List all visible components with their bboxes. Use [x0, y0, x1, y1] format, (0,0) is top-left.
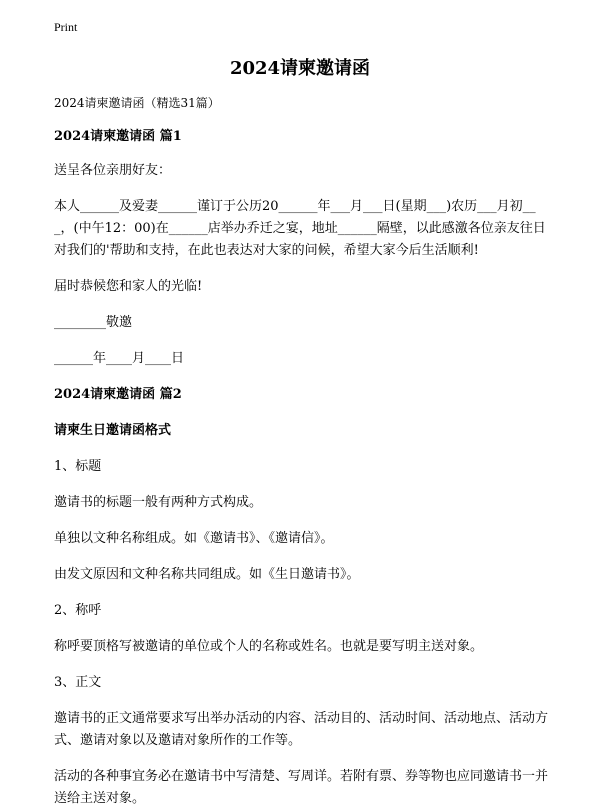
- item-2-heading: 2、称呼: [54, 603, 102, 618]
- item-3-details: 活动的各种事宜务必在邀请书中写清楚、写周详。若附有票、券等物也应同邀请书一并送给主送对象。: [54, 769, 549, 806]
- section-heading-1: 2024请柬邀请函 篇1: [54, 129, 182, 144]
- signature-line: ________敬邀: [54, 315, 133, 330]
- invitation-body: 本人______及爱妻______谨订于公历20______年___月___日(星期___)农历___月初___，(中午12：00)在______店举办乔迁之宴，地址______隔壁，以此感激各位亲友往日对我们的'帮助和支持，在此也表达对大家的问候，希望大家今后生活顺利!: [54, 199, 546, 258]
- item-3-heading: 3、正文: [54, 675, 102, 690]
- item-3-description: 邀请书的正文通常要求写出举办活动的内容、活动目的、活动时间、活动地点、活动方式、邀请对象以及邀请对象所作的工作等。: [54, 711, 549, 748]
- format-heading: 请柬生日邀请函格式: [54, 423, 172, 438]
- item-1-option-a: 单独以文种名称组成。如《邀请书》、《邀请信》。: [54, 531, 334, 546]
- greeting: 送呈各位亲朋好友：: [54, 163, 172, 178]
- item-1-option-b: 由发文原因和文种名称共同组成。如《生日邀请书》。: [54, 567, 360, 582]
- subtitle: 2024请柬邀请函（精选31篇）: [54, 96, 220, 110]
- item-2-description: 称呼要顶格写被邀请的单位或个人的名称或姓名。也就是要写明主送对象。: [54, 639, 484, 654]
- item-1-description: 邀请书的标题一般有两种方式构成。: [54, 495, 263, 510]
- date-line: ______年____月____日: [54, 351, 185, 366]
- closing-line: 届时恭候您和家人的光临!: [54, 279, 203, 294]
- section-heading-2: 2024请柬邀请函 篇2: [54, 387, 182, 402]
- page-title: 2024请柬邀请函: [229, 58, 371, 79]
- item-1-heading: 1、标题: [54, 459, 102, 474]
- document-body: [54, 92, 548, 810]
- print-label[interactable]: Print: [54, 20, 78, 34]
